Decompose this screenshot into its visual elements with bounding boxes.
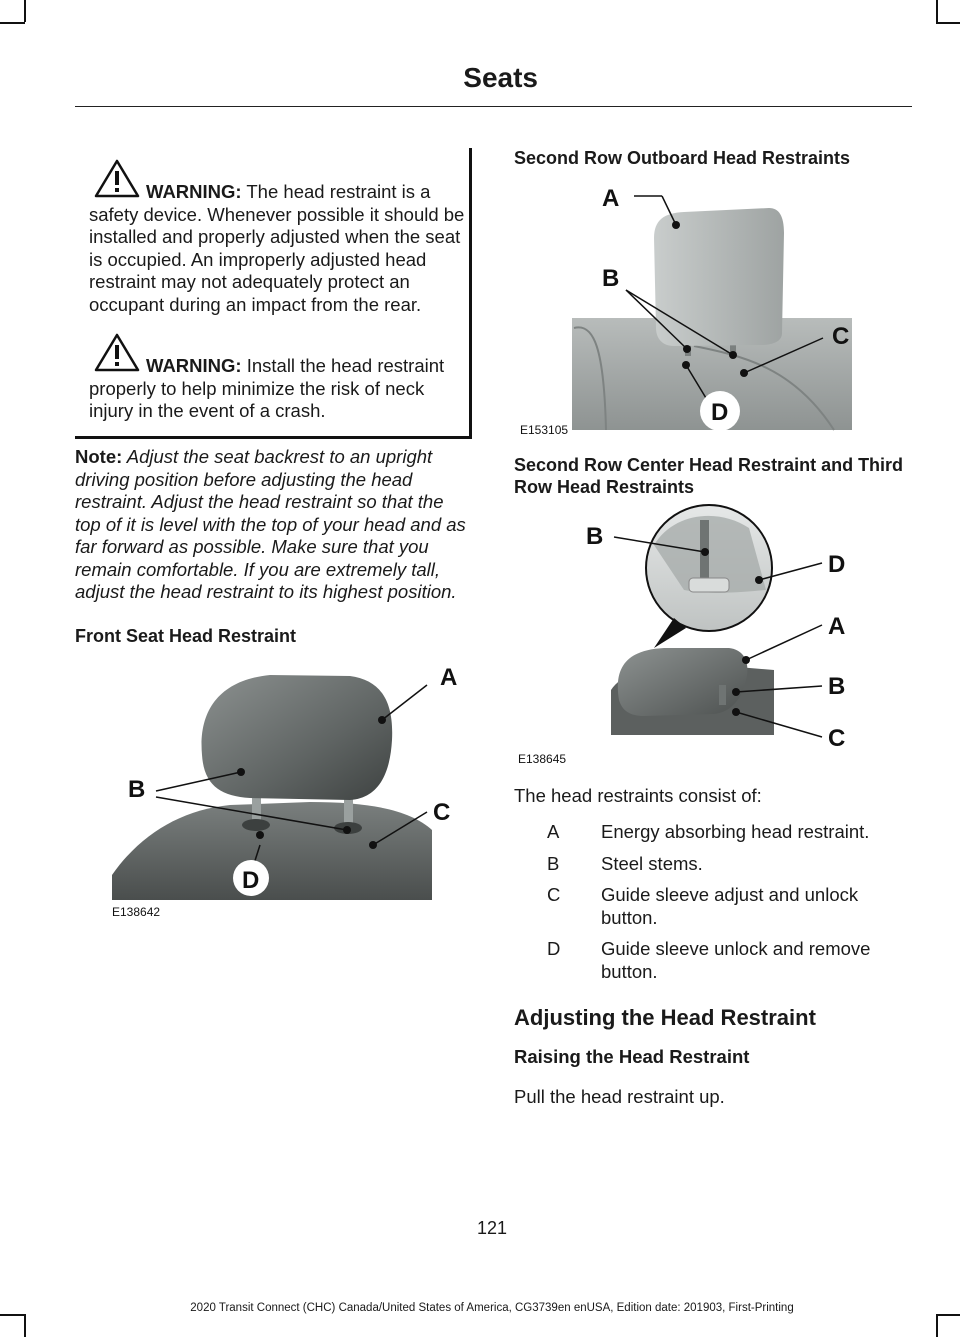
center-head-restraint-figure: [514, 500, 864, 770]
figure-code: E153105: [520, 423, 569, 437]
component-list: [547, 821, 912, 992]
crop-mark: [936, 22, 960, 24]
callout-label: A: [440, 664, 458, 691]
adjusting-heading: Adjusting the Head Restraint: [514, 1005, 816, 1030]
head-restraint: [202, 675, 393, 800]
component-key: D: [547, 938, 561, 959]
callout-label: A: [828, 613, 846, 640]
crop-mark: [24, 0, 26, 22]
callout-label: B: [602, 265, 620, 292]
raising-heading: Raising the Head Restraint: [514, 1046, 750, 1067]
crop-mark: [936, 1314, 960, 1316]
note-label: Note:: [75, 446, 123, 467]
consist-intro: The head restraints consist of:: [514, 785, 762, 806]
component-key: C: [547, 884, 561, 905]
callout-label: D: [711, 399, 729, 426]
warning-label: WARNING:: [146, 181, 242, 202]
callout-label: B: [828, 673, 846, 700]
warning-triangle-icon: [94, 158, 140, 198]
page-title: Seats: [463, 62, 538, 93]
callout-label: C: [832, 323, 850, 350]
list-item: [547, 938, 912, 983]
list-item: [547, 821, 912, 844]
warning-2: [89, 355, 465, 423]
callout-label: B: [586, 523, 604, 550]
guide-sleeve: [689, 578, 729, 592]
note-text: Adjust the seat backrest to an upright driving position before adjusting the head restraint. Adjust the head restraint so that the top of it is level with the top of your head and as far forward as possible. Make sure that you remain comfortable. If you are extremely tall, adjust the head restraint to its highest position.: [75, 446, 466, 602]
section-heading-front: Front Seat Head Restraint: [75, 626, 297, 646]
stem: [719, 685, 726, 705]
page-number: 121: [476, 1218, 508, 1238]
figure-code: E138642: [112, 905, 161, 919]
front-head-restraint-figure: [110, 660, 470, 922]
warning-triangle-icon: [94, 332, 140, 372]
crop-mark: [0, 1314, 25, 1316]
callout-label: A: [602, 185, 620, 212]
header-rule: [75, 106, 912, 107]
guide-sleeve: [242, 819, 270, 831]
warning-text: Install the head restraint properly to help minimize the risk of neck injury in the event of a crash.: [89, 355, 445, 421]
outboard-head-restraint-figure: [514, 178, 864, 438]
crop-mark: [936, 1314, 938, 1337]
list-item: [547, 884, 912, 929]
note-paragraph: [75, 446, 473, 604]
crop-mark: [936, 0, 938, 22]
raising-text: Pull the head restraint up.: [514, 1086, 725, 1107]
callout-label: C: [828, 725, 846, 752]
component-desc: Steel stems.: [601, 852, 703, 874]
section-heading-second-outboard: Second Row Outboard Head Restraints: [514, 148, 851, 168]
head-restraint: [654, 208, 784, 346]
head-restraint: [618, 648, 748, 716]
callout-label: D: [828, 551, 846, 578]
footer-text: 2020 Transit Connect (CHC) Canada/United States of America, CG3739en enUSA, Edition date: 201903, First-Printing: [190, 1302, 794, 1314]
section-heading-second-center-text: Second Row Center Head Restraint and Third Row Head Restraints: [514, 455, 904, 497]
component-key: B: [547, 852, 560, 874]
warning-1: [89, 181, 465, 316]
component-desc: Energy absorbing head restraint.: [601, 821, 870, 842]
crop-mark: [24, 1314, 26, 1337]
callout-label: B: [128, 776, 146, 803]
component-desc: Guide sleeve adjust and unlock button.: [601, 884, 859, 928]
component-key: A: [547, 821, 560, 842]
figure-code: E138645: [518, 752, 567, 766]
component-desc: Guide sleeve unlock and remove button.: [601, 938, 871, 982]
section-heading-second-center: [514, 454, 914, 498]
callout-label: D: [242, 867, 260, 894]
list-item: [547, 853, 912, 876]
callout-label: C: [433, 799, 451, 826]
crop-mark: [0, 22, 25, 24]
warning-text: The head restraint is a safety device. Whenever possible it should be installed and properly adjusted when the seat is occupied. An improperly adjusted head restraint may not adequately protect an occupant during an impact from the rear.: [89, 181, 465, 315]
warning-label: WARNING:: [146, 355, 242, 376]
